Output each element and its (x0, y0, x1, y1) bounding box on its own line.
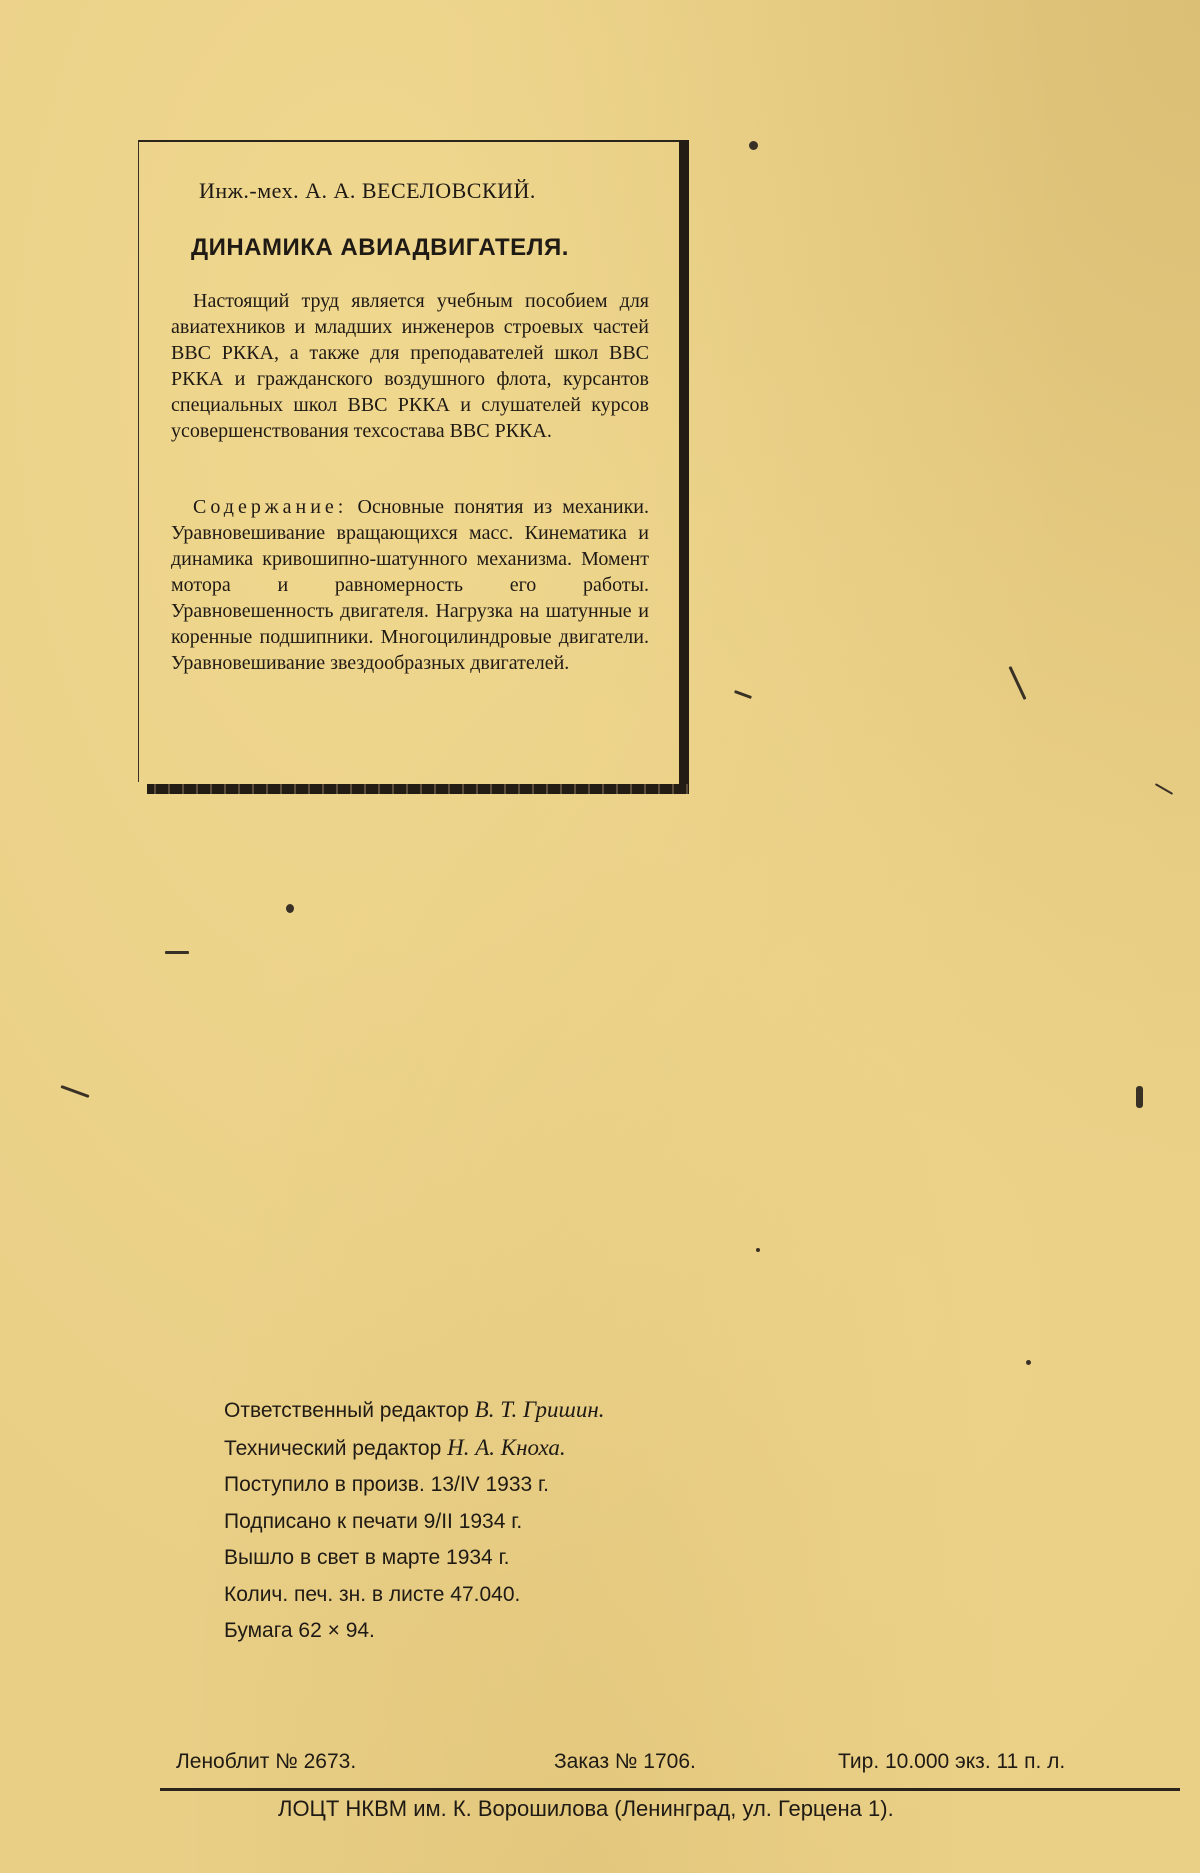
annotation-title: ДИНАМИКА АВИАДВИГАТЕЛЯ. (191, 234, 569, 261)
editor-name: В. Т. Гришин. (474, 1397, 605, 1422)
imprint-signed: Подписано к печати 9/II 1934 г. (224, 1509, 523, 1533)
footer-divider (160, 1788, 1180, 1791)
paper-speck (734, 690, 752, 699)
contents-text: Основные понятия из механики. Уравновешивание вращающихся масс. Кинематика и динамика кривошипно-шатунного механизма. Момент мотора и равномерность его работы. Уравновешенность двигателя. Нагрузка на шатунные и коренные подшипники. Многоцилиндровые двигатели. Уравновешивание звездообразных двигателей. (171, 496, 650, 674)
box-bottom-border (147, 784, 689, 794)
annotation-description: Настоящий труд является учебным пособием для авиатехников и младших инженеров строевых частей ВВС РККА, а также для преподавателей школ ВВС РККА и гражданского воздушного флота, курсантов специальных школ ВВС РККА и слушателей курсов усовершенствования техсостава ВВС РККА. (171, 290, 649, 442)
box-right-border (679, 140, 689, 788)
paper-speck (756, 1248, 760, 1252)
book-annotation-box (138, 140, 679, 782)
tech-editor-name: Н. А. Кноха. (447, 1434, 566, 1460)
imprint-block (224, 1392, 605, 1650)
footer-order: Заказ № 1706. (554, 1750, 696, 1773)
paper-speck (286, 904, 294, 913)
imprint-editor: Ответственный редактор В. Т. Гришин. (224, 1397, 605, 1422)
paper-speck (749, 141, 758, 150)
imprint-published: Вышло в свет в марте 1934 г. (224, 1546, 510, 1569)
paper-speck (1026, 1360, 1031, 1365)
paper-speck (1136, 1086, 1143, 1108)
imprint-chars: Колич. печ. зн. в листе 47.040. (224, 1582, 521, 1606)
imprint-paper: Бумага 62 × 94. (224, 1619, 375, 1642)
paper-speck (1155, 783, 1173, 795)
annotation-contents (171, 494, 649, 676)
footer-print-run: Тир. 10.000 экз. 11 п. л. (838, 1750, 1066, 1773)
paper-speck (1009, 666, 1027, 700)
annotation-author: Инж.-мех. А. А. ВЕСЕЛОВСКИЙ. (199, 178, 536, 203)
footer-printer: ЛОЦТ НКВМ им. К. Ворошилова (Ленинград, ул. Герцена 1). (278, 1796, 894, 1821)
footer-print-info (176, 1750, 1156, 1780)
footer-lenoblit: Леноблит № 2673. (176, 1750, 357, 1773)
paper-speck (165, 951, 189, 954)
contents-label: Содержание: (193, 496, 348, 518)
paper-speck (60, 1085, 89, 1098)
imprint-tech-editor: Технический редактор Н. А. Кноха. (224, 1434, 566, 1460)
imprint-received: Поступило в произв. 13/IV 1933 г. (224, 1473, 549, 1496)
